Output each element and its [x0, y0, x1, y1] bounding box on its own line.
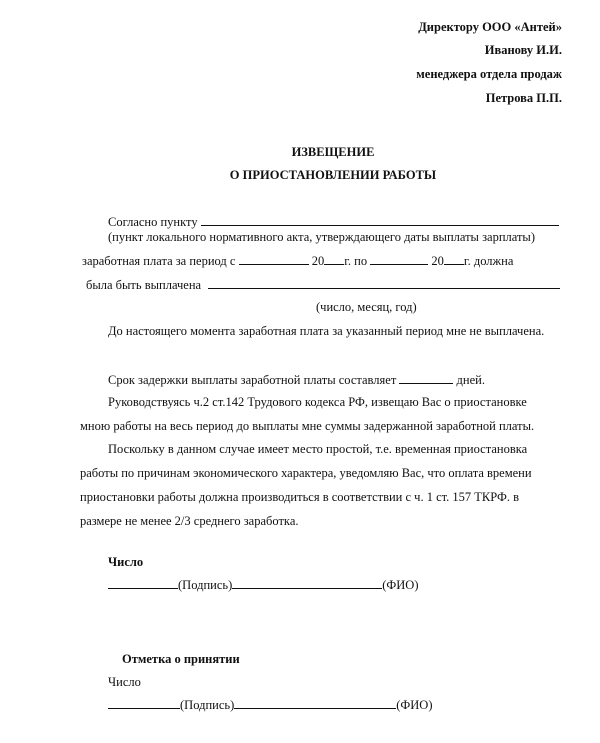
addressee-line-2: Иванову И.И.: [484, 43, 562, 57]
document-title-line-2: О ПРИОСТАНОВЛЕНИИ РАБОТЫ: [229, 168, 437, 182]
since-line-2: работы по причинам экономического характера, уведомляю Вас, что оплата времени: [80, 466, 532, 480]
signature-date-blank: [108, 577, 178, 589]
acceptance-date-blank: [108, 697, 180, 709]
should-be-paid-line: [86, 277, 560, 292]
period-start-blank: [239, 253, 309, 265]
acceptance-signature-line: [108, 697, 433, 712]
sender-line-2: Петрова П.П.: [485, 91, 562, 105]
not-paid-statement: До настоящего момента заработная плата за указанный период мне не выплачена.: [108, 324, 545, 338]
period-year-1-suffix: г. по: [344, 254, 368, 268]
since-line-1: Поскольку в данном случае имеет место простой, т.е. временная приостановка: [108, 442, 528, 456]
addressee-line-1: Директору ООО «Антей»: [418, 20, 562, 34]
signature-date-label: Число: [108, 555, 144, 569]
signature-line: [108, 577, 419, 592]
period-year-2-suffix: г. должна: [463, 254, 514, 268]
period-year-1: 20: [311, 254, 325, 268]
pursuant-prefix: Согласно пункту: [108, 215, 198, 229]
date-hint: (число, месяц, год): [316, 300, 417, 314]
acceptance-name-label: (ФИО): [396, 698, 433, 712]
signature-name-label: (ФИО): [382, 578, 419, 592]
clause-blank: [201, 214, 559, 226]
period-year-2: 20: [431, 254, 444, 268]
delay-line: [108, 372, 485, 387]
period-year-2-blank: [444, 253, 464, 265]
acceptance-sign-blank: [234, 697, 396, 709]
payment-date-blank: [208, 277, 560, 289]
delay-days-blank: [399, 372, 453, 384]
acceptance-sign-label: (Подпись): [180, 698, 235, 712]
period-end-blank: [370, 253, 428, 265]
clause-hint: (пункт локального нормативного акта, утверждающего даты выплаты зарплаты): [108, 230, 535, 244]
acceptance-date-label: Число: [108, 675, 141, 689]
guided-line-2: мною работы на весь период до выплаты мне суммы задержанной заработной платы.: [80, 419, 535, 433]
since-line-3: приостановки работы должна производиться в соответствии с ч. 1 ст. 157 ТКРФ. в: [80, 490, 520, 504]
document-title-line-1: ИЗВЕЩЕНИЕ: [291, 145, 375, 159]
delay-suffix: дней.: [456, 373, 485, 387]
should-be-paid-label: была быть выплачена: [86, 278, 202, 292]
pursuant-line: [108, 214, 559, 229]
since-line-4: размере не менее 2/3 среднего заработка.: [80, 514, 299, 528]
period-line: [82, 253, 513, 268]
guided-line-1: Руководствуясь ч.2 ст.142 Трудового кодекса РФ, извещаю Вас о приостановке: [108, 395, 527, 409]
acceptance-title: Отметка о принятии: [122, 652, 240, 666]
sender-line-1: менеджера отдела продаж: [416, 67, 562, 81]
signature-sign-blank: [232, 577, 382, 589]
period-prefix: заработная плата за период с: [82, 254, 236, 268]
signature-sign-label: (Подпись): [178, 578, 233, 592]
period-year-1-blank: [324, 253, 344, 265]
delay-prefix: Срок задержки выплаты заработной платы составляет: [108, 373, 397, 387]
